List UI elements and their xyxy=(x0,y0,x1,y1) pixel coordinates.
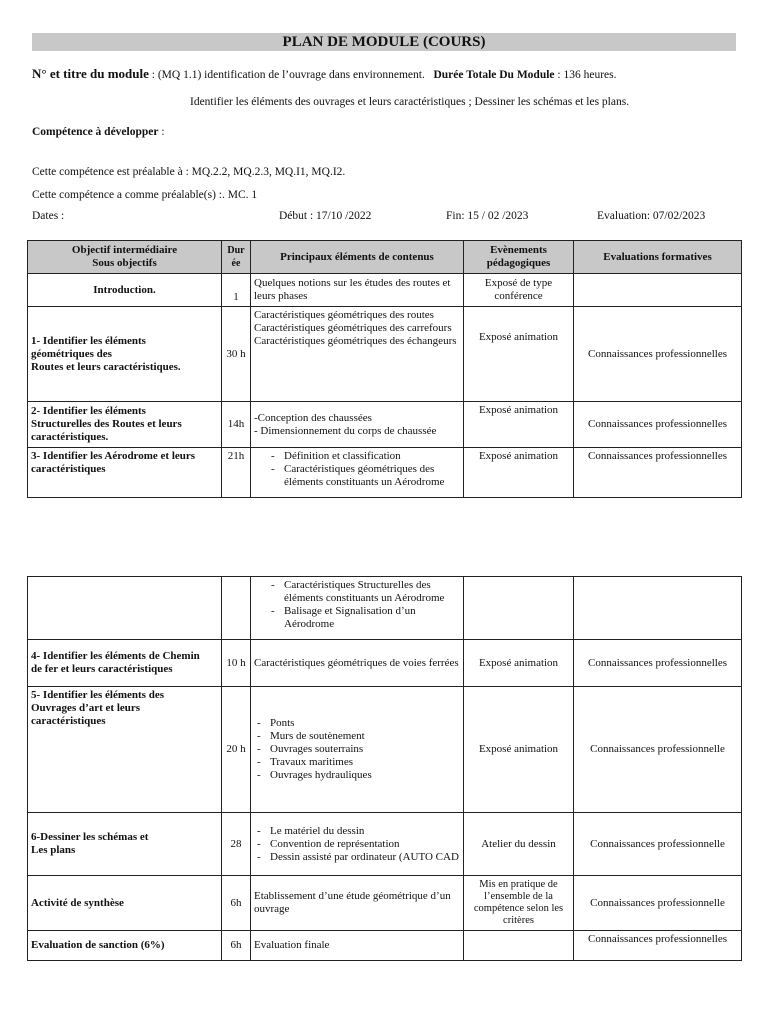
contenu-item: - Convention de représentation xyxy=(270,838,460,851)
table-row xyxy=(28,274,742,307)
row-contenu: Etablissement d’une étude géométrique d’un ouvrage xyxy=(251,876,464,931)
table-row xyxy=(28,931,742,961)
contenu-item: - Définition et classification xyxy=(284,450,460,463)
competence-label: Compétence à développer xyxy=(32,126,159,138)
row-evenement: Exposé animation xyxy=(464,640,574,687)
header-duree xyxy=(222,241,251,274)
row-duree: 30 h xyxy=(222,307,251,402)
header-evaluations: Evaluations formatives xyxy=(574,241,742,274)
objectif-line: de fer et leurs caractéristiques xyxy=(31,663,173,675)
header-contenus: Principaux éléments de contenus xyxy=(251,241,464,274)
row-duree: 10 h xyxy=(222,640,251,687)
header-evenements xyxy=(464,241,574,274)
objectif-line: géométriques des xyxy=(31,347,112,360)
row-evenement: Mis en pratique de l’ensemble de la compétence selon les critères xyxy=(464,876,574,931)
row-evaluation: Connaissances professionnelles xyxy=(574,307,742,402)
row-contenu xyxy=(251,813,464,876)
table-row xyxy=(28,640,742,687)
row-evenement xyxy=(464,577,574,640)
objectif-line: 5- Identifier les éléments des xyxy=(31,689,164,701)
row-duree: 14h xyxy=(222,402,251,448)
row-duree: 6h xyxy=(222,876,251,931)
contenu-item: - Caractéristiques géométriques des éléments constituants un Aérodrome xyxy=(284,463,460,489)
row-evenement: Atelier du dessin xyxy=(464,813,574,876)
row-evenement: Exposé animation xyxy=(464,307,574,402)
row-evaluation: Connaissances professionnelles xyxy=(574,448,742,498)
table-row xyxy=(28,687,742,813)
row-objectif xyxy=(28,448,222,498)
contenu-item: - Le matériel du dessin xyxy=(270,825,460,838)
contenu-line: -Conception des chaussées xyxy=(254,411,372,424)
header-duree-line1: Dur xyxy=(227,245,245,256)
row-objectif: Introduction. xyxy=(28,274,222,307)
contenu-item: - Ouvrages souterrains xyxy=(270,743,460,756)
table-row xyxy=(28,402,742,448)
page-title: PLAN DE MODULE (COURS) xyxy=(32,33,736,51)
module-label: N° et titre du module xyxy=(32,66,149,81)
contenu-item: - Caractéristiques Structurelles des éléments constituants un Aérodrome xyxy=(284,579,460,605)
row-contenu: Quelques notions sur les études des routes et leurs phases xyxy=(251,274,464,307)
objectif-line: 3- Identifier les Aérodrome et leurs xyxy=(31,450,196,462)
duree-label: Durée Totale Du Module xyxy=(433,69,555,81)
row-evaluation xyxy=(574,577,742,640)
objectif-line: Structurelles des Routes et leurs xyxy=(31,418,182,430)
row-objectif xyxy=(28,307,222,402)
row-evaluation xyxy=(574,274,742,307)
contenu-item: - Balisage et Signalisation d’un Aérodrome xyxy=(284,605,460,631)
module-line xyxy=(32,66,617,82)
row-contenu: Evaluation finale xyxy=(251,931,464,961)
row-contenu: Caractéristiques géométriques de voies ferrées xyxy=(251,640,464,687)
row-objectif xyxy=(28,687,222,813)
table-row xyxy=(28,813,742,876)
row-contenu xyxy=(251,402,464,448)
header-evenements-line2: pédagogiques xyxy=(486,257,551,269)
table-row xyxy=(28,448,742,498)
row-evaluation: Connaissances professionnelle xyxy=(574,813,742,876)
row-objectif: Activité de synthèse xyxy=(28,876,222,931)
contenu-line: - Dimensionnement du corps de chaussée xyxy=(254,424,437,437)
row-objectif: Evaluation de sanction (6%) xyxy=(28,931,222,961)
date-debut: Début : 17/10 /2022 xyxy=(279,210,372,222)
objectif-line: Les plans xyxy=(31,844,76,856)
contenu-item: - Murs de soutènement xyxy=(270,730,460,743)
header-objectif-line1: Objectif intermédiaire xyxy=(71,244,178,256)
objectif-line: 2- Identifier les éléments xyxy=(31,405,146,417)
module-description: Identifier les éléments des ouvrages et leurs caractéristiques ; Dessiner les schémas et les plans. xyxy=(190,96,630,108)
row-duree xyxy=(222,577,251,640)
header-objectif xyxy=(28,241,222,274)
row-evenement: Exposé animation xyxy=(464,402,574,448)
row-duree: 6h xyxy=(222,931,251,961)
row-evenement: Exposé animation xyxy=(464,687,574,813)
row-objectif xyxy=(28,402,222,448)
module-plan-table-2 xyxy=(27,576,742,961)
row-evaluation: Connaissances professionnelles xyxy=(574,640,742,687)
row-evaluation: Connaissances professionnelles xyxy=(574,402,742,448)
header-evenements-line1: Evènements xyxy=(490,244,547,256)
objectif-line: caractéristiques xyxy=(31,715,106,727)
row-evaluation: Connaissances professionnelle xyxy=(574,876,742,931)
duree-value: : 136 heures. xyxy=(557,69,617,81)
row-evaluation: Connaissances professionnelles xyxy=(574,931,742,961)
row-objectif xyxy=(28,577,222,640)
objectif-line: 1- Identifier les éléments xyxy=(31,334,146,347)
row-contenu xyxy=(251,307,464,402)
table-row xyxy=(28,577,742,640)
competence-line xyxy=(32,126,165,138)
contenu-item: - Dessin assisté par ordinateur (AUTO CAD xyxy=(270,851,460,864)
module-plan-table-1 xyxy=(27,240,742,498)
row-contenu xyxy=(251,448,464,498)
date-fin: Fin: 15 / 02 /2023 xyxy=(446,210,529,222)
contenu-item: - Ouvrages hydrauliques xyxy=(270,769,460,782)
table-row xyxy=(28,307,742,402)
header-objectif-line2: Sous objectifs xyxy=(92,257,157,269)
contenu-line: Caractéristiques géométriques des routes xyxy=(254,309,434,321)
objectif-line: 4- Identifier les éléments de Chemin xyxy=(31,650,200,662)
row-contenu xyxy=(251,577,464,640)
table-header-row xyxy=(28,241,742,274)
row-duree: 20 h xyxy=(222,687,251,813)
contenu-line: Caractéristiques géométriques des échangeurs xyxy=(254,335,457,347)
objectif-line: 6-Dessiner les schémas et xyxy=(31,831,149,843)
contenu-item: - Travaux maritimes xyxy=(270,756,460,769)
prealable-a-line: Cette compétence est préalable à : MQ.2.2, MQ.2.3, MQ.I1, MQ.I2. xyxy=(32,166,346,178)
row-objectif xyxy=(28,640,222,687)
dates-label: Dates : xyxy=(32,210,65,222)
comme-prealable-line: Cette compétence a comme préalable(s) :. MC. 1 xyxy=(32,189,258,201)
date-evaluation: Evaluation: 07/02/2023 xyxy=(597,210,706,222)
objectif-line: Ouvrages d’art et leurs xyxy=(31,702,141,714)
objectif-line: caractéristiques xyxy=(31,463,106,475)
row-evenement xyxy=(464,931,574,961)
row-duree: 1 xyxy=(222,274,251,307)
header-duree-line2: ée xyxy=(231,258,241,269)
row-objectif xyxy=(28,813,222,876)
competence-colon: : xyxy=(161,126,165,138)
objectif-line: Routes et leurs caractéristiques. xyxy=(31,360,181,373)
table-row xyxy=(28,876,742,931)
objectif-line: caractéristiques. xyxy=(31,431,109,443)
row-evenement: Exposé de type conférence xyxy=(464,274,574,307)
row-contenu xyxy=(251,687,464,813)
row-duree: 21h xyxy=(222,448,251,498)
module-value: : (MQ 1.1) identification de l’ouvrage dans environnement. xyxy=(151,69,425,81)
row-duree: 28 xyxy=(222,813,251,876)
row-evaluation: Connaissances professionnelle xyxy=(574,687,742,813)
contenu-item: - Ponts xyxy=(270,717,460,730)
contenu-line: Caractéristiques géométriques des carrefours xyxy=(254,322,452,334)
row-evenement: Exposé animation xyxy=(464,448,574,498)
